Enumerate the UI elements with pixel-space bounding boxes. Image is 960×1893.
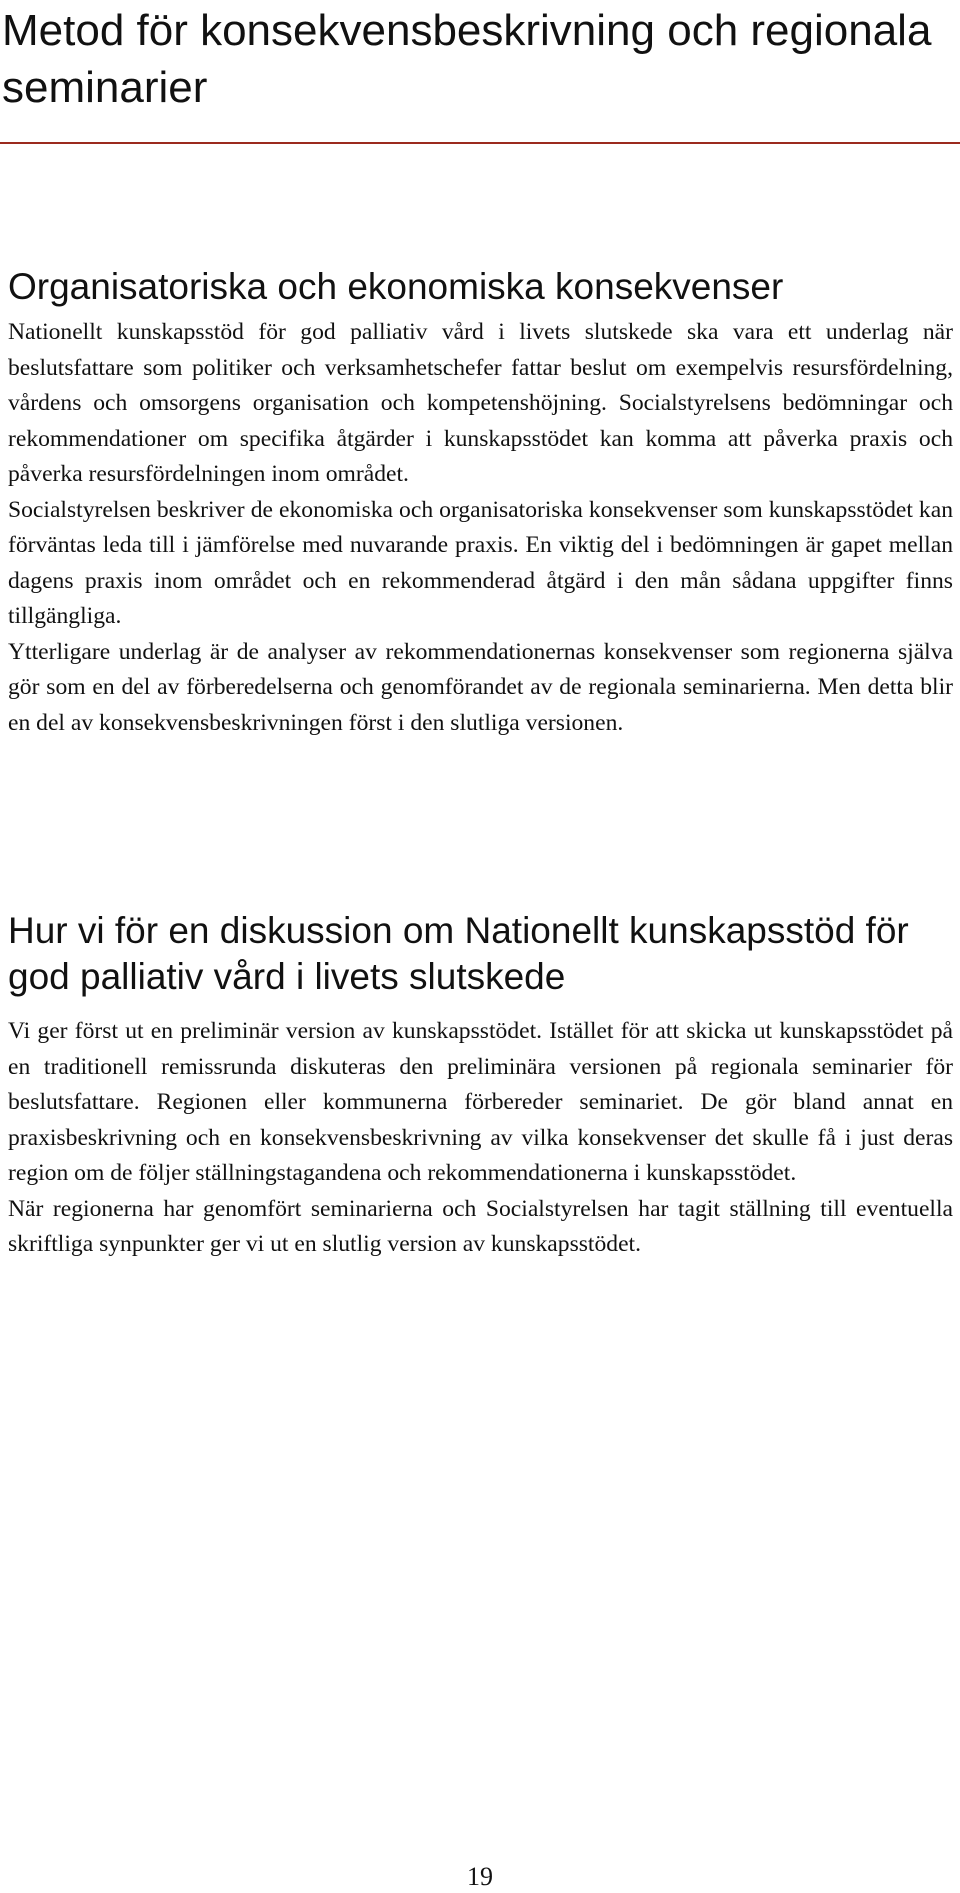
section-organisational-consequences xyxy=(8,315,953,741)
paragraph: Socialstyrelsen beskriver de ekonomiska och organisatoriska konsekvenser som kunskapsstödet kan förväntas leda till i jämförelse med nuvarande praxis. En viktig del i bedömningen är gapet mellan dagens praxis inom området och en rekommenderad åtgärd i den mån sådana uppgifter finns tillgängliga. xyxy=(8,496,953,629)
title-divider xyxy=(0,142,960,144)
section-discussion xyxy=(8,1014,953,1263)
paragraph: Nationellt kunskapsstöd för god palliativ vård i livets slutskede ska vara ett underlag när beslutsfattare som politiker och verksamhetschefer fattar beslut om exempelvis resursfördelning, vårdens och omsorgens organisation och kompetenshöjning. Socialstyrelsens bedömningar och rekommendationer om specifika åtgärder i kunskapsstödet kan komma att påverka praxis och påverka resursfördelningen inom området. xyxy=(8,319,953,487)
page-number: 19 xyxy=(467,1862,493,1891)
section-heading-organisational-consequences: Organisatoriska och ekonomiska konsekvenser xyxy=(8,266,784,307)
paragraph: Ytterligare underlag är de analyser av rekommendationernas konsekvenser som regionerna själva gör som en del av förberedelserna och genomförandet av de regionala seminarierna. Men detta blir en del av konsekvensbeskrivningen först i den slutliga versionen. xyxy=(8,638,953,736)
paragraph: När regionerna har genomfört seminarierna och Socialstyrelsen har tagit ställning till eventuella skriftliga synpunkter ger vi ut en slutlig version av kunskapsstödet. xyxy=(8,1195,953,1257)
section-heading-discussion: Hur vi för en diskussion om Nationellt kunskapsstöd för god palliativ vård i livets slutskede xyxy=(8,910,909,997)
paragraph: Vi ger först ut en preliminär version av kunskapsstödet. Istället för att skicka ut kunskapsstödet på en traditionell remissrunda diskuteras den preliminära versionen på regionala seminarier för beslutsfattare. Regionen eller kommunerna förbereder seminariet. De gör bland annat en praxisbeskrivning och en konsekvensbeskrivning av vilka konsekvenser det skulle få i just deras region om de följer ställningstagandena och rekommendationerna i kunskapsstödet. xyxy=(8,1018,953,1186)
chapter-title: Metod för konsekvensbeskrivning och regionala seminarier xyxy=(2,6,932,112)
